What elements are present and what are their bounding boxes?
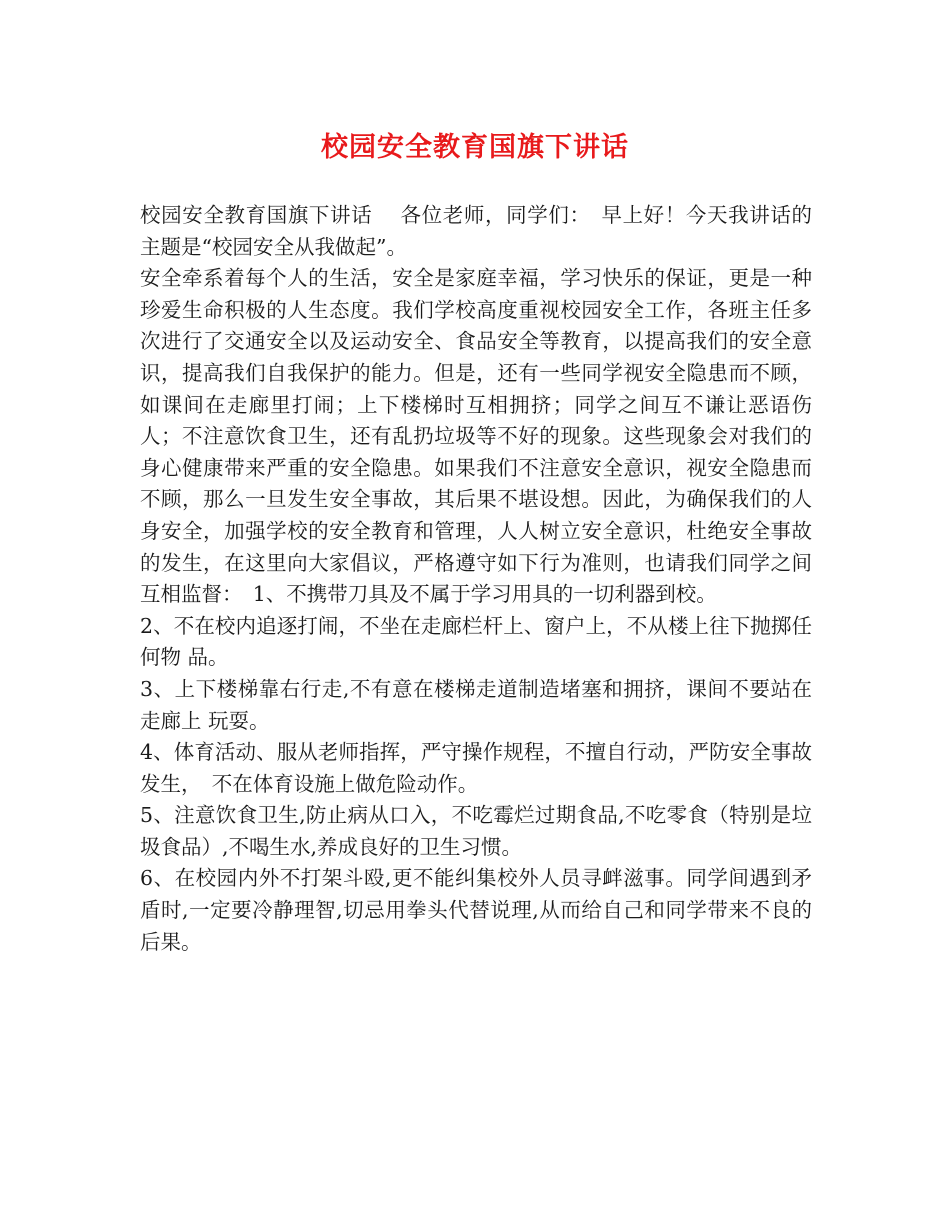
paragraph-main: 安全牵系着每个人的生活，安全是家庭幸福，学习快乐的保证，更是一种珍爱生命积极的人生态度。我们学校高度重视校园安全工作，各班主任多次进行了交通安全以及运动安全、食品安全等教育，以提高我们的安全意识，提高我们自我保护的能力。但是，还有一些同学视安全隐患而不顾，如课间在走廊里打闹；上下楼梯时互相拥挤；同学之间互不谦让恶语伤人；不注意饮食卫生，还有乱扔垃圾等不好的现象。这些现象会对我们的身心健康带来严重的安全隐患。如果我们不注意安全意识，视安全隐患而不顾，那么一旦发生安全事故，其后果不堪设想。因此，为确保我们的人身安全，加强学校的安全教育和管理，人人树立安全意识，杜绝安全事故的发生，在这里向大家倡议，严格遵守如下行为准则，也请我们同学之间互相监督： 1、不携带刀具及不属于学习用具的一切利器到校。 (140, 266, 812, 607)
paragraph-rule-3: 3、上下楼梯靠右行走,不有意在楼梯走道制造堵塞和拥挤，课间不要站在走廊上 玩耍。 (140, 676, 812, 733)
paragraph-rule-5: 5、注意饮食卫生,防止病从口入，不吃霉烂过期食品,不吃零食（特别是垃圾食品）,不喝生水,养成良好的卫生习惯。 (140, 803, 812, 859)
paragraph-rule-6: 6、在校园内外不打架斗殴,更不能纠集校外人员寻衅滋事。同学间遇到矛盾时,一定要冷静理智,切忌用拳头代替说理,从而给自己和同学带来不良的后果。 (140, 866, 812, 954)
document-body (140, 200, 812, 958)
paragraph-rule-4: 4、体育活动、服从老师指挥，严守操作规程，不擅自行动，严防安全事故发生， 不在体育设施上做危险动作。 (140, 740, 812, 796)
paragraph-rule-2: 2、不在校内追逐打闹，不坐在走廊栏杆上、窗户上，不从楼上往下抛掷任何物 品。 (140, 613, 812, 670)
document-title: 校园安全教育国旗下讲话 (321, 132, 629, 163)
paragraph-intro: 校园安全教育国旗下讲话 各位老师，同学们： 早上好！今天我讲话的主题是“校园安全从我做起”。 (140, 203, 812, 259)
